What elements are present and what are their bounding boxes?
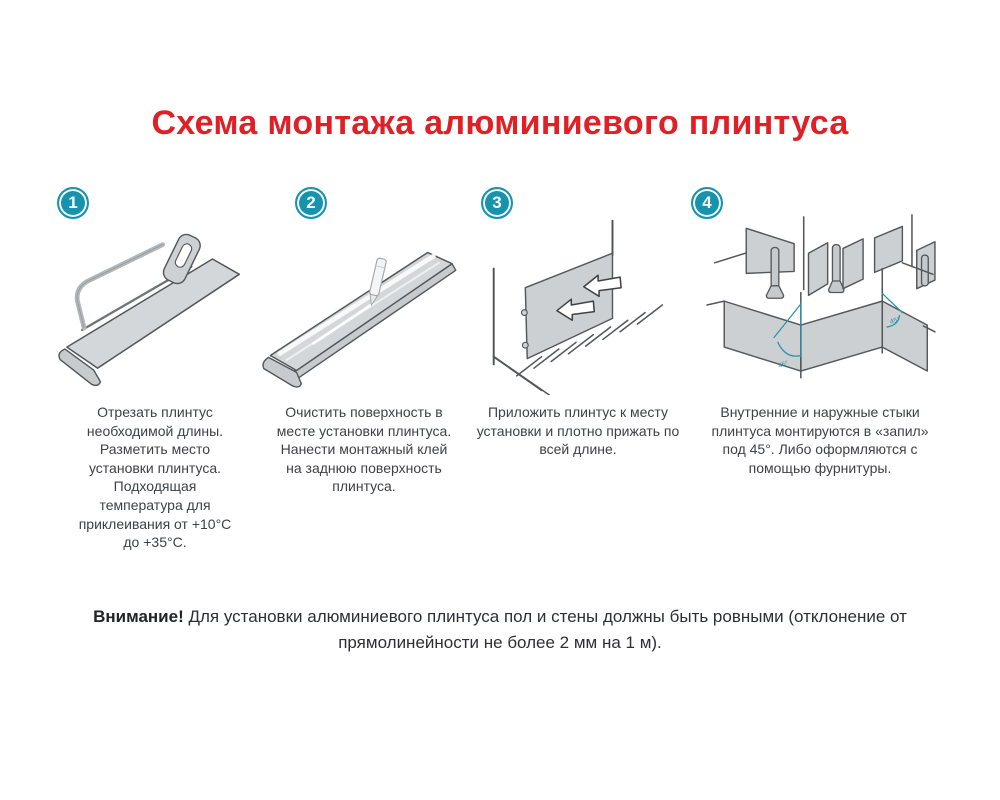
steps-row [49, 187, 951, 552]
installation-scheme-page [0, 104, 1000, 800]
step-2-description: Очистить поверхность в месте установки плинтуса. Нанести монтажный клей на заднюю поверхность плинтуса. [276, 404, 452, 495]
step-2 [261, 187, 467, 552]
page-title: Схема монтажа алюминиевого плинтуса [151, 104, 849, 142]
attention-label: Внимание! [93, 606, 184, 626]
step-1-number-badge: 1 [57, 187, 89, 219]
corner-joints-icon [689, 213, 951, 395]
step-3-number-badge: 3 [481, 187, 513, 219]
step-1-description: Отрезать плинтус необходимой длины. Разметить место установки плинтуса. Подходящая температура для приклеивания от +10°С до +35°С. [78, 404, 232, 551]
corner-fittings-exploded [715, 215, 935, 298]
hacksaw-cutting-plinth-icon [49, 213, 261, 395]
step-3-description: Приложить плинтус к месту установки и плотно прижать по всей длине. [476, 404, 680, 458]
angle-45-label: 45° [777, 360, 790, 370]
step-4-illustration [689, 213, 951, 395]
angle-45-label: 45° [889, 316, 901, 326]
attention-note [74, 604, 926, 657]
step-1-illustration [49, 213, 261, 395]
attention-text: Для установки алюминиевого плинтуса пол и стены должны быть ровными (отклонение от прямолинейности не более 2 мм на 1 м). [188, 606, 907, 653]
step-3 [467, 187, 689, 552]
step-2-illustration [261, 213, 467, 395]
step-4-description: Внутренние и наружные стыки плинтуса монтируются в «запил» под 45°. Либо оформляются с помощью фурнитуры. [711, 404, 929, 476]
step-4 [689, 187, 951, 552]
plinth-pressed-to-wall-icon [467, 213, 689, 395]
step-4-number-badge: 4 [691, 187, 723, 219]
step-1 [49, 187, 261, 552]
step-2-number-badge: 2 [295, 187, 327, 219]
step-3-illustration [467, 213, 689, 395]
plinth-profile-with-glue-icon [261, 213, 467, 395]
